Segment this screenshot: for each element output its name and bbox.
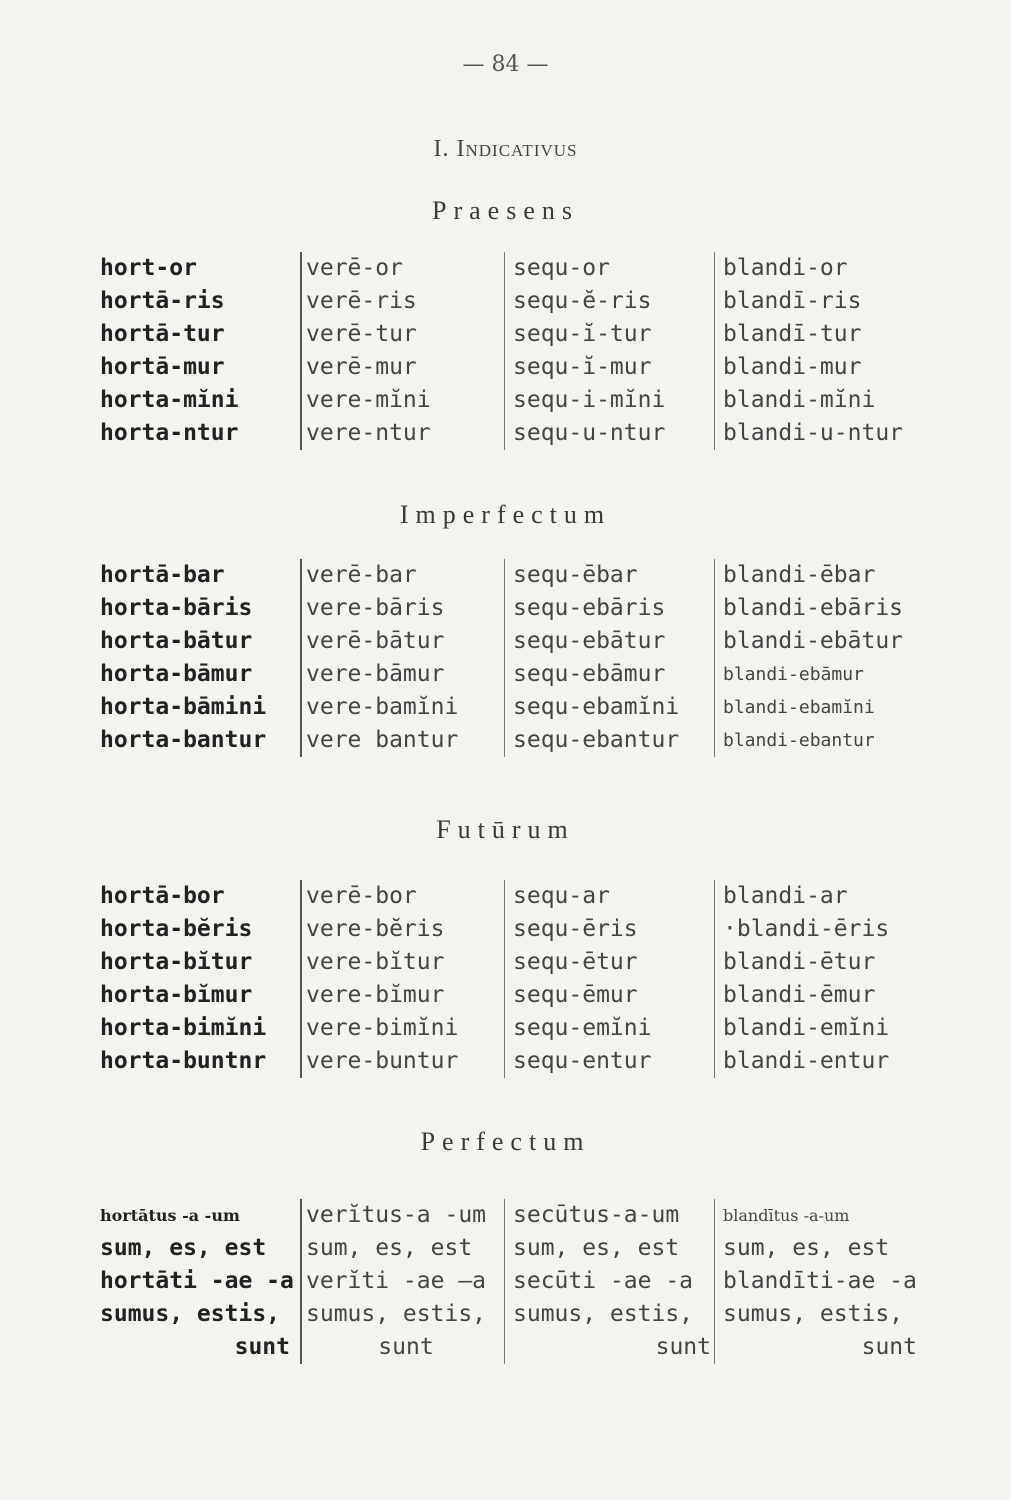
form-cell: blandi-ēbar (723, 562, 876, 588)
form-cell: vere-bāris (306, 595, 445, 621)
form-cell: sequ-ĕ-ris (513, 288, 652, 314)
form-cell: blandi-mĭni (723, 387, 876, 413)
form-cell: hortātus -a -um (100, 1206, 240, 1225)
form-cell: sumus, estis, (100, 1301, 281, 1327)
form-cell: blandi-or (723, 255, 848, 281)
form-cell: sunt (861, 1334, 917, 1360)
form-cell: verē-bar (306, 562, 417, 588)
form-cell: hortāti -ae -a (100, 1268, 294, 1294)
column-sequor (504, 880, 717, 1078)
form-cell: vere bantur (306, 727, 459, 753)
form-cell: horta-bĭtur (100, 949, 253, 975)
form-cell: sequ-i-mĭni (513, 387, 666, 413)
form-cell: vere-bimĭni (306, 1015, 459, 1041)
form-cell: sum, es, est (100, 1235, 267, 1261)
column-vereor (300, 252, 506, 450)
form-cell: sequ-ēmur (513, 982, 638, 1008)
column-sequor (504, 252, 717, 450)
form-cell: sequ-ebāmur (513, 661, 666, 687)
section-title-imperfectum: Imperfectum (399, 500, 612, 529)
section-title-futurum: Futūrum (436, 815, 575, 844)
form-cell: blandi-u-ntur (723, 420, 904, 446)
form-cell: horta-buntnr (100, 1048, 267, 1074)
form-cell: blandī-tur (723, 321, 862, 347)
form-cell: sequ-ebantur (513, 727, 680, 753)
form-cell: hortā-bar (100, 562, 225, 588)
form-cell: blandi-ebātur (723, 628, 904, 654)
form-cell: horta-bātur (100, 628, 253, 654)
form-cell: sequ-or (513, 255, 610, 281)
form-cell: vere-bĕris (306, 916, 445, 942)
form-cell: sumus, estis, (513, 1301, 694, 1327)
form-cell: vere-mĭni (306, 387, 431, 413)
form-cell: blandi-ebāris (723, 595, 904, 621)
section-title-praesens: Praesens (432, 196, 579, 225)
form-cell: sequ-ar (513, 883, 610, 909)
form-cell: vere-bĭmur (306, 982, 445, 1008)
form-cell: blandi-ēmur (723, 982, 876, 1008)
form-cell: sum, es, est (306, 1235, 473, 1261)
form-cell: sequ-ebāris (513, 595, 666, 621)
form-cell: horta-bāmur (100, 661, 253, 687)
column-vereor (300, 1199, 506, 1364)
form-cell: verĭtus-a -um (306, 1202, 487, 1228)
form-cell: verē-bātur (306, 628, 445, 654)
page-number: — 84 — (462, 52, 549, 77)
form-cell: horta-bāmini (100, 694, 267, 720)
form-cell: horta-bimĭni (100, 1015, 267, 1041)
form-cell: hortā-bor (100, 883, 225, 909)
form-cell: sunt (234, 1334, 290, 1360)
form-cell: verē-bor (306, 883, 417, 909)
form-cell: horta-bantur (100, 727, 267, 753)
form-cell: sequ-entur (513, 1048, 652, 1074)
form-cell: blandi-entur (723, 1048, 890, 1074)
form-cell: blandi-ar (723, 883, 848, 909)
form-cell: verĭti -ae –a (306, 1268, 487, 1294)
form-cell: secūti -ae -a (513, 1268, 694, 1294)
form-cell: blandi-mur (723, 354, 862, 380)
column-vereor (300, 559, 506, 757)
form-cell: blandītus -a-um (723, 1206, 850, 1225)
form-cell: blandi-emĭni (723, 1015, 890, 1041)
form-cell: vere-bamĭni (306, 694, 459, 720)
form-cell: blandī-ris (723, 288, 862, 314)
form-cell: sumus, estis, (306, 1301, 487, 1327)
form-cell: blandīti-ae -a (723, 1268, 917, 1294)
column-hortor (100, 880, 296, 1078)
form-cell: hortā-mur (100, 354, 225, 380)
form-cell: horta-ntur (100, 420, 239, 446)
form-cell: sum, es, est (513, 1235, 680, 1261)
form-cell: hort-or (100, 255, 197, 281)
form-cell: sequ-ebamĭni (513, 694, 680, 720)
form-cell: horta-bāris (100, 595, 253, 621)
column-blandior (714, 559, 923, 757)
column-hortor (100, 559, 296, 757)
form-cell: horta-mĭni (100, 387, 239, 413)
form-cell: sequ-u-ntur (513, 420, 666, 446)
column-vereor (300, 880, 506, 1078)
form-cell: sequ-emĭni (513, 1015, 652, 1041)
form-cell: secūtus-a-um (513, 1202, 680, 1228)
form-cell: sequ-ebātur (513, 628, 666, 654)
form-cell: hortā-tur (100, 321, 225, 347)
form-cell: sequ-ēbar (513, 562, 638, 588)
form-cell: sumus, estis, (723, 1301, 904, 1327)
part-title: I. Indicativus (433, 136, 578, 162)
column-hortor (100, 1199, 296, 1364)
column-blandior (714, 252, 923, 450)
form-cell: verē-mur (306, 354, 417, 380)
form-cell: ·blandi-ēris (723, 916, 890, 942)
form-cell: blandi-ebantur (723, 730, 875, 751)
form-cell: sunt (655, 1334, 711, 1360)
column-blandior (714, 880, 923, 1078)
form-cell: blandi-ebāmur (723, 664, 864, 685)
form-cell: hortā-ris (100, 288, 225, 314)
form-cell: sequ-ĭ-tur (513, 321, 652, 347)
column-sequor (504, 1199, 717, 1364)
form-cell: sequ-ĭ-mur (513, 354, 652, 380)
form-cell: sum, es, est (723, 1235, 890, 1261)
form-cell: verē-ris (306, 288, 417, 314)
section-title-perfectum: Perfectum (420, 1127, 591, 1156)
column-hortor (100, 252, 296, 450)
form-cell: vere-bĭtur (306, 949, 445, 975)
form-cell: vere-ntur (306, 420, 431, 446)
form-cell: verē-tur (306, 321, 417, 347)
column-sequor (504, 559, 717, 757)
form-cell: blandi-ētur (723, 949, 876, 975)
form-cell: verē-or (306, 255, 403, 281)
form-cell: blandi-ebamĭni (723, 697, 875, 718)
form-cell: vere-buntur (306, 1048, 459, 1074)
form-cell: horta-bĭmur (100, 982, 253, 1008)
column-blandior (714, 1199, 923, 1364)
form-cell: horta-bĕris (100, 916, 253, 942)
form-cell: sunt (378, 1334, 434, 1360)
form-cell: sequ-ēris (513, 916, 638, 942)
form-cell: sequ-ētur (513, 949, 638, 975)
form-cell: vere-bāmur (306, 661, 445, 687)
